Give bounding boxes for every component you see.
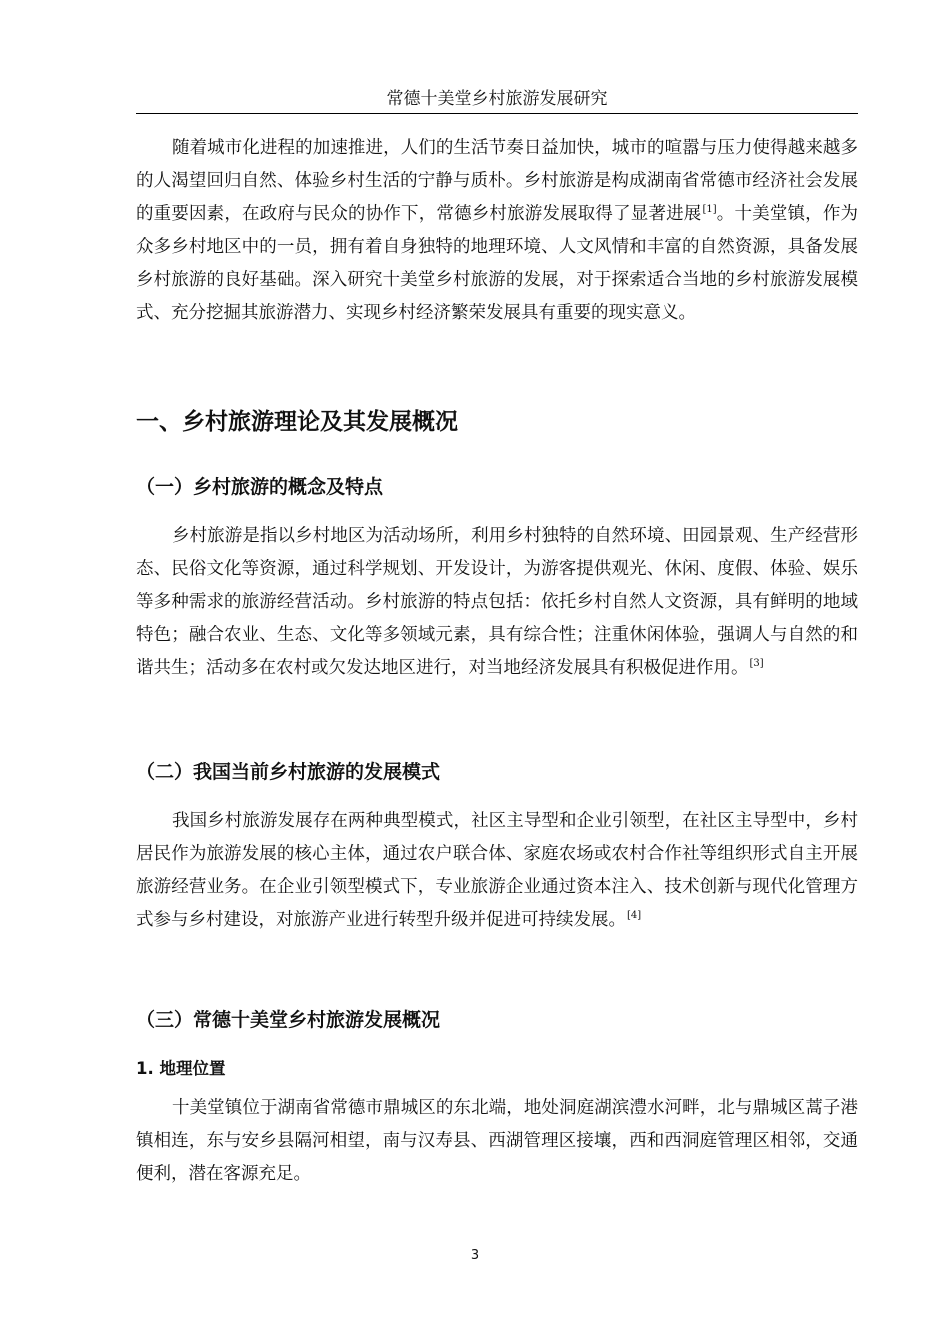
intro-text-part1: 随着城市化进程的加速推进，人们的生活节奏日益加快，城市的喧嚣与压力使得越来越多的人渴望回归自然、体验乡村生活的宁静与质朴。乡村旅游是构成湖南省常德市经济社会发展的重要因素，在政府与民众的协作下，常德乡村旅游发展取得了显著进展 (136, 138, 858, 224)
item-heading-location: 1. 地理位置 (136, 1059, 226, 1078)
intro-paragraph (136, 132, 858, 330)
models-paragraph (136, 805, 858, 937)
subsection-heading-concept: （一）乡村旅游的概念及特点 (136, 476, 384, 498)
concept-text: 乡村旅游是指以乡村地区为活动场所，利用乡村独特的自然环境、田园景观、生产经营形态、民俗文化等资源，通过科学规划、开发设计，为游客提供观光、休闲、度假、体验、娱乐等多种需求的旅游经营活动。乡村旅游的特点包括：依托乡村自然人文资源，具有鲜明的地域特色；融合农业、生态、文化等多领域元素，具有综合性；注重休闲体验，强调人与自然的和谐共生；活动多在农村或欠发达地区进行，对当地经济发展具有积极促进作用。 (136, 526, 858, 678)
citation-1: [1] (702, 204, 717, 215)
location-paragraph: 十美堂镇位于湖南省常德市鼎城区的东北端，地处洞庭湖滨澧水河畔，北与鼎城区蒿子港镇相连，东与安乡县隔河相望，南与汉寿县、西湖管理区接壤，西和西洞庭管理区相邻，交通便利，潜在客源充足。 (136, 1098, 858, 1184)
section-heading: 一、乡村旅游理论及其发展概况 (136, 409, 458, 435)
running-header: 常德十美堂乡村旅游发展研究 (136, 88, 858, 114)
concept-paragraph (136, 520, 858, 685)
citation-4: [4] (627, 910, 642, 921)
models-text: 我国乡村旅游发展存在两种典型模式，社区主导型和企业引领型，在社区主导型中，乡村居民作为旅游发展的核心主体，通过农户联合体、家庭农场或农村合作社等组织形式自主开展旅游经营业务。在企业引领型模式下，专业旅游企业通过资本注入、技术创新与现代化管理方式参与乡村建设，对旅游产业进行转型升级并促进可持续发展。 (136, 811, 858, 930)
subsection-heading-models: （二）我国当前乡村旅游的发展模式 (136, 761, 441, 783)
subsection-heading-overview: （三）常德十美堂乡村旅游发展概况 (136, 1009, 441, 1031)
page-number: 3 (470, 1248, 480, 1263)
citation-3: [3] (749, 658, 764, 669)
intro-text-part2: 。十美堂镇，作为众多乡村地区中的一员，拥有着自身独特的地理环境、人文风情和丰富的自然资源，具备发展乡村旅游的良好基础。深入研究十美堂乡村旅游的发展，对于探索适合当地的乡村旅游发展模式、充分挖掘其旅游潜力、实现乡村经济繁荣发展具有重要的现实意义。 (136, 204, 859, 323)
